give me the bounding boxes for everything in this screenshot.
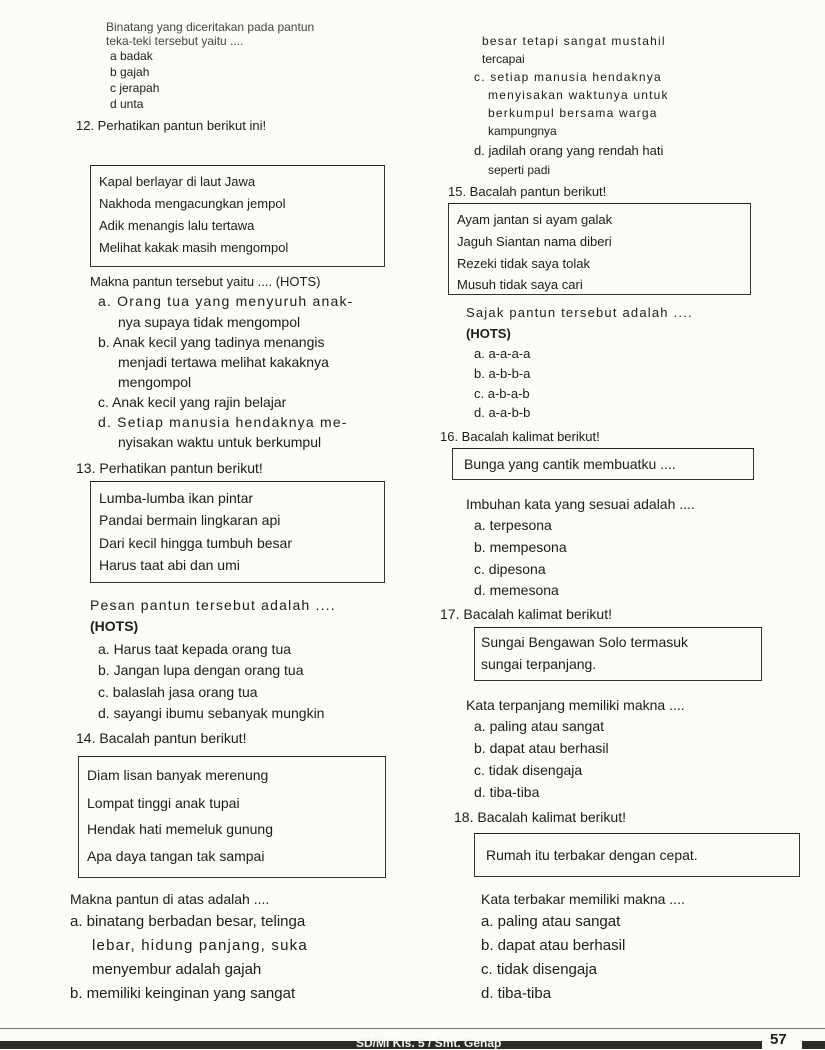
q11-option-c: c jerapah <box>110 81 160 95</box>
q12-option-c: c. Anak kecil yang rajin belajar <box>98 394 287 410</box>
q17-sentence-box <box>474 627 762 681</box>
q16-option-c: c. dipesona <box>474 561 546 577</box>
q13-option-c: c. balaslah jasa orang tua <box>98 684 258 700</box>
q12-title: 12. Perhatikan pantun berikut ini! <box>76 118 267 133</box>
pantun-line: Diam lisan banyak merenung <box>87 767 269 783</box>
q11-stem: Binatang yang diceritakan pada pantun <box>106 20 315 34</box>
q13-title: 13. Perhatikan pantun berikut! <box>76 460 263 476</box>
q18-option-c: c. tidak disengaja <box>481 961 597 978</box>
q16-option-d: d. memesona <box>474 582 559 598</box>
q11-option-d: d. jadilah orang yang rendah hati <box>474 143 664 158</box>
q15-option-b: b. a-b-b-a <box>474 366 531 381</box>
pantun-line: Musuh tidak saya cari <box>457 277 583 292</box>
q14-title: 14. Bacalah pantun berikut! <box>76 730 247 746</box>
q17-option-a: a. paling atau sangat <box>474 718 604 734</box>
q17-option-d: d. tiba-tiba <box>474 784 540 800</box>
q18-option-a: a. paling atau sangat <box>481 913 621 930</box>
pantun-line: Jaguh Siantan nama diberi <box>457 234 612 249</box>
q12-option-b-cont: menjadi tertawa melihat kakaknya <box>118 354 329 370</box>
q14-pantun-box <box>78 756 386 878</box>
q18-question: Kata terbakar memiliki makna .... <box>481 891 685 907</box>
pantun-line: Nakhoda mengacungkan jempol <box>99 196 286 211</box>
q12-option-d: d. Setiap manusia hendaknya me- <box>98 414 348 430</box>
q17-sentence: Sungai Bengawan Solo termasuk <box>481 634 689 650</box>
pantun-line: Kapal berlayar di laut Jawa <box>99 174 256 189</box>
pantun-line: Hendak hati memeluk gunung <box>87 821 274 837</box>
q16-option-a: a. terpesona <box>474 517 552 533</box>
q11-option-d-cont: seperti padi <box>488 163 551 177</box>
q15-title: 15. Bacalah pantun berikut! <box>448 184 607 199</box>
q14-option-a-cont: lebar, hidung panjang, suka <box>92 937 308 954</box>
q14-question: Makna pantun di atas adalah .... <box>70 891 270 907</box>
footer-text: SD/MI Kls. 5 / Smt. Genap <box>356 1036 502 1050</box>
q12-option-b-cont: mengompol <box>118 374 192 390</box>
q12-option-d-cont: nyisakan waktu untuk berkumpul <box>118 434 322 450</box>
q11-stem: teka-teki tersebut yaitu .... <box>106 34 244 48</box>
q11-option-b: b gajah <box>110 65 150 79</box>
footer-rule <box>0 1028 825 1029</box>
q13-pantun-box <box>90 481 385 583</box>
q12-option-b: b. Anak kecil yang tadinya menangis <box>98 334 325 350</box>
q18-option-d: d. tiba-tiba <box>481 985 552 1002</box>
pantun-line: Melihat kakak masih mengompol <box>99 240 289 255</box>
q17-option-b: b. dapat atau berhasil <box>474 740 609 756</box>
pantun-line: Adik menangis lalu tertawa <box>99 218 255 233</box>
page-number: 57 <box>770 1031 787 1048</box>
q15-option-a: a. a-a-a-a <box>474 346 531 361</box>
q15-question: Sajak pantun tersebut adalah .... <box>466 305 693 320</box>
pantun-line: Harus taat abi dan umi <box>99 557 240 573</box>
q13-question: Pesan pantun tersebut adalah .... <box>90 597 336 613</box>
hots-label: (HOTS) <box>90 618 139 634</box>
q11-option-b-text: besar tetapi sangat mustahil <box>482 34 666 48</box>
q11-option-d: d unta <box>110 97 144 111</box>
q12-option-a: a. Orang tua yang menyuruh anak- <box>98 293 354 309</box>
pantun-line: Pandai bermain lingkaran api <box>99 512 281 528</box>
q15-option-c: c. a-b-a-b <box>474 386 530 401</box>
q18-title: 18. Bacalah kalimat berikut! <box>454 809 626 825</box>
q11-option-c-cont: menyisakan waktunya untuk <box>488 88 669 102</box>
q18-sentence: Rumah itu terbakar dengan cepat. <box>486 847 698 863</box>
q11-option-a: a badak <box>110 49 153 63</box>
pantun-line: Rezeki tidak saya tolak <box>457 256 590 271</box>
pantun-line: Apa daya tangan tak sampai <box>87 848 265 864</box>
q11-option-b-cont: tercapai <box>482 52 525 66</box>
hots-label: (HOTS) <box>466 326 511 341</box>
q17-title: 17. Bacalah kalimat berikut! <box>440 606 612 622</box>
q16-title: 16. Bacalah kalimat berikut! <box>440 429 600 444</box>
pantun-line: Dari kecil hingga tumbuh besar <box>99 535 292 551</box>
q13-option-a: a. Harus taat kepada orang tua <box>98 641 292 657</box>
q15-option-d: d. a-a-b-b <box>474 405 531 420</box>
q13-option-b: b. Jangan lupa dengan orang tua <box>98 662 304 678</box>
q12-question: Makna pantun tersebut yaitu .... (HOTS) <box>90 274 321 289</box>
pantun-line: Ayam jantan si ayam galak <box>457 212 613 227</box>
q13-option-d: d. sayangi ibumu sebanyak mungkin <box>98 705 325 721</box>
q17-option-c: c. tidak disengaja <box>474 762 583 778</box>
q12-option-a-cont: nya supaya tidak mengompol <box>118 314 301 330</box>
q11-option-c-cont: kampungnya <box>488 124 557 138</box>
q11-option-c-cont: berkumpul bersama warga <box>488 106 658 120</box>
q12-pantun-box <box>90 165 385 267</box>
q16-option-b: b. mempesona <box>474 539 567 555</box>
pantun-line: Lompat tinggi anak tupai <box>87 795 240 811</box>
pantun-line: Lumba-lumba ikan pintar <box>99 490 254 506</box>
q14-option-a-cont: menyembur adalah gajah <box>92 961 262 978</box>
q11-option-c: c. setiap manusia hendaknya <box>474 70 662 84</box>
q17-question: Kata terpanjang memiliki makna .... <box>466 697 685 713</box>
q15-pantun-box <box>448 203 751 295</box>
q18-sentence-box <box>474 833 800 877</box>
q18-option-b: b. dapat atau berhasil <box>481 937 626 954</box>
q14-option-b: b. memiliki keinginan yang sangat <box>70 985 296 1002</box>
q16-question: Imbuhan kata yang sesuai adalah .... <box>466 496 695 512</box>
q16-sentence: Bunga yang cantik membuatku .... <box>464 456 676 472</box>
q14-option-a: a. binatang berbadan besar, telinga <box>70 913 306 930</box>
q16-sentence-box <box>452 448 754 480</box>
q17-sentence: sungai terpanjang. <box>481 656 597 672</box>
